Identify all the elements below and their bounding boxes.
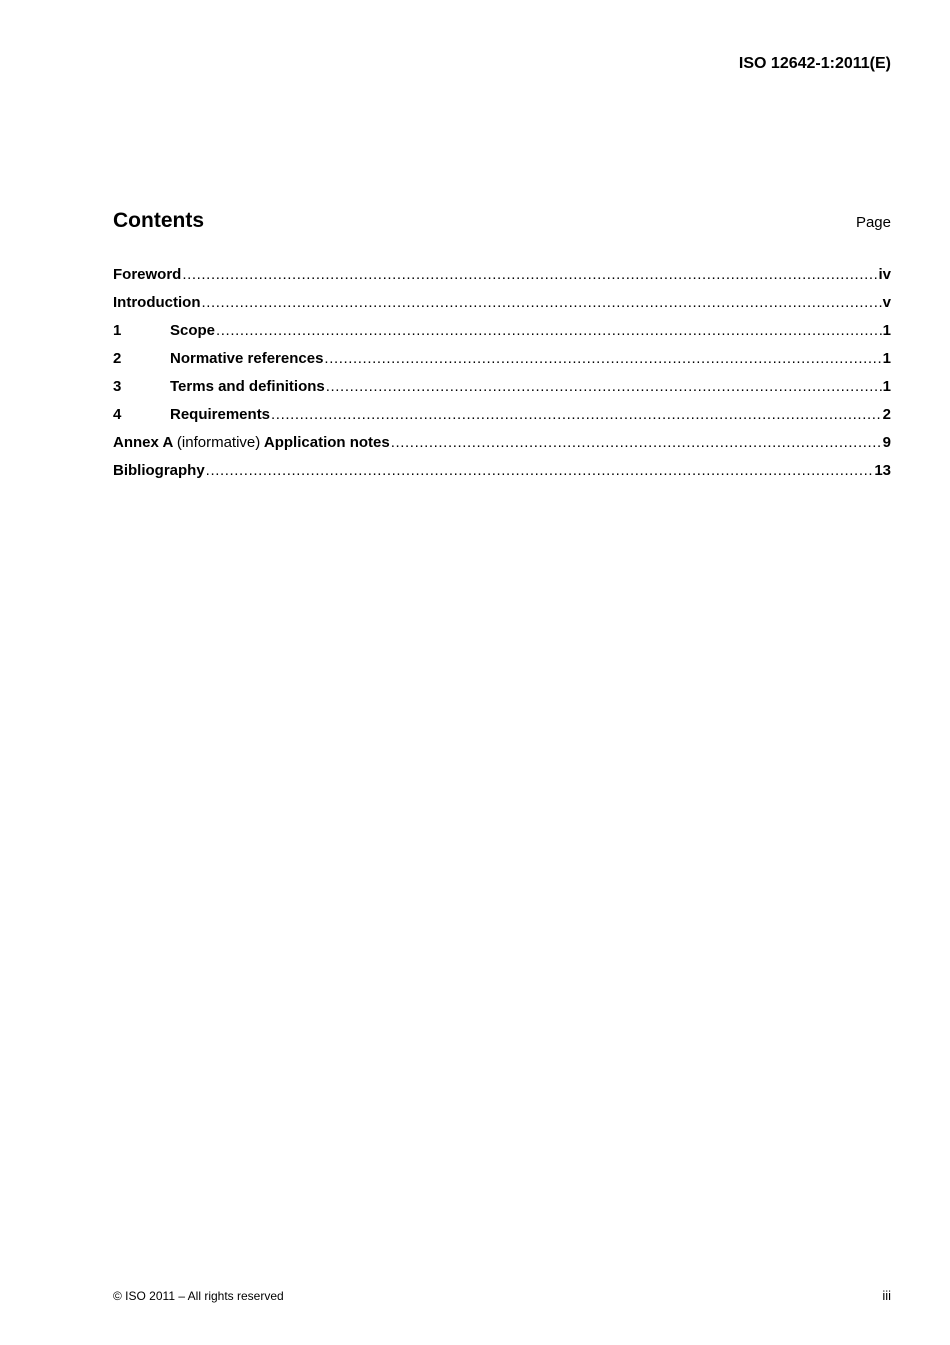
toc-entry-bibliography[interactable] [113, 462, 891, 490]
toc-entry-page: v [882, 294, 891, 311]
toc-entry-number: 3 [113, 378, 122, 395]
toc-entry-page: 1 [882, 378, 891, 395]
toc-entry-title: Scope [170, 322, 216, 339]
toc-entry-page: 13 [874, 462, 891, 479]
toc-entry-title-group [113, 434, 390, 451]
toc-entry-requirements[interactable] [113, 406, 891, 434]
toc-leader-dots [216, 322, 882, 339]
toc-entry-number: 4 [113, 406, 122, 423]
toc-leader-dots [391, 434, 882, 451]
toc-entry-page: 9 [882, 434, 891, 451]
toc-leader-dots [201, 294, 881, 311]
toc-entry-title: Bibliography [113, 462, 205, 479]
contents-heading: Contents [113, 209, 204, 232]
toc-entry-scope[interactable] [113, 322, 891, 350]
toc-entry-terms-and-definitions[interactable] [113, 378, 891, 406]
toc-entry-title: Introduction [113, 294, 201, 311]
toc-leader-dots [182, 266, 877, 283]
toc-entry-normative-references[interactable] [113, 350, 891, 378]
toc-entry-title: Terms and definitions [170, 378, 325, 395]
page-column-label: Page [855, 214, 891, 231]
toc-entry-page: 1 [882, 322, 891, 339]
footer-page-number: iii [882, 1288, 891, 1303]
toc-entry-foreword[interactable] [113, 266, 891, 294]
toc-entry-page: iv [878, 266, 891, 283]
toc-entry-number: 1 [113, 322, 122, 339]
toc-leader-dots [271, 406, 882, 423]
document-id: ISO 12642-1:2011(E) [738, 55, 891, 72]
toc-entry-page: 1 [882, 350, 891, 367]
toc-entry-title: Foreword [113, 266, 182, 283]
toc-entry-annex-a[interactable] [113, 434, 891, 462]
toc-entry-number: 2 [113, 350, 122, 367]
toc-leader-dots [206, 462, 874, 479]
toc-entry-title: Requirements [170, 406, 271, 423]
toc-entry-title: Normative references [170, 350, 324, 367]
toc-leader-dots [324, 350, 881, 367]
toc-leader-dots [326, 378, 882, 395]
toc-entry-subtitle: Application notes [263, 434, 390, 451]
toc-entry-introduction[interactable] [113, 294, 891, 322]
toc-entry-page: 2 [882, 406, 891, 423]
toc-entry-title: Annex A [113, 434, 173, 451]
table-of-contents [113, 266, 891, 490]
footer-copyright: © ISO 2011 – All rights reserved [113, 1289, 284, 1303]
toc-entry-qualifier: (informative) [176, 434, 261, 451]
